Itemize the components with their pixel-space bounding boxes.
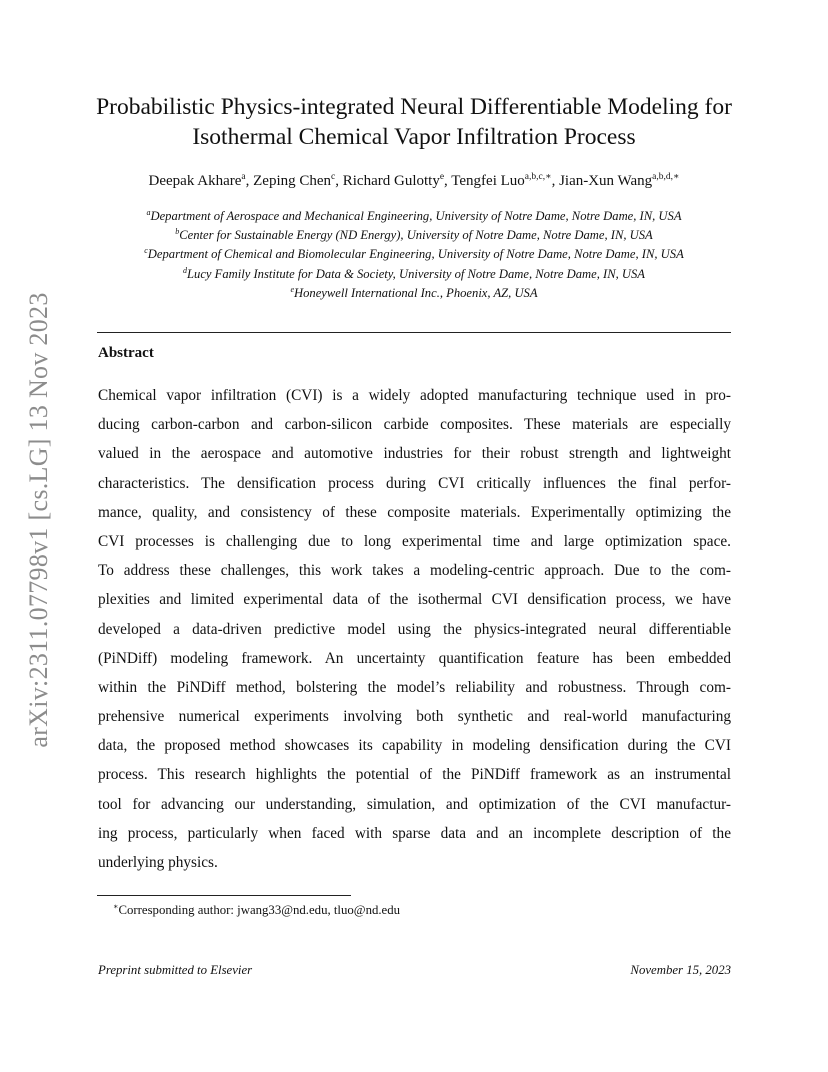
header-divider	[97, 332, 731, 333]
affiliation: $^e$Honeywell International Inc., Phoenix, AZ, USA	[290, 284, 538, 300]
abstract-line: underlying physics.	[98, 854, 218, 871]
author-affiliation-mark: a,b,c,∗	[524, 172, 552, 182]
author-name: Tengfei Luo	[451, 173, 525, 189]
abstract-line: Chemical vapor infiltration (CVI) is a widely adopted manufacturing technique used in pro-	[98, 387, 731, 404]
paper-title	[80, 92, 748, 152]
abstract-line: tool for advancing our understanding, simulation, and optimization of the CVI manufactur-	[98, 795, 731, 813]
abstract-line: developed a data-driven predictive model using the physics-integrated neural differentiable	[98, 620, 731, 638]
author-name: Jian-Xun Wang	[559, 173, 653, 189]
abstract-line: data, the proposed method showcases its capability in modeling densification during the CVI	[98, 737, 731, 755]
corresponding-author-footnote: ∗Corresponding author: jwang33@nd.edu, tluo@nd.edu	[113, 902, 401, 917]
abstract-line: mance, quality, and consistency of these composite materials. Experimentally optimizing the	[98, 503, 731, 521]
abstract-heading: Abstract	[98, 345, 154, 361]
author-affiliation-mark: a,b,d,∗	[652, 172, 680, 182]
author-affiliation-mark: a	[241, 172, 246, 182]
author-name: Richard Gulotty	[342, 173, 440, 189]
arxiv-identifier-stamp: arXiv:2311.07798v1 [cs.LG] 13 Nov 2023	[24, 292, 53, 748]
author-name: Deepak Akhare	[148, 173, 242, 189]
abstract-body	[98, 381, 731, 877]
abstract-line: ducing carbon-carbon and carbon-silicon carbide composites. These materials are especially	[98, 416, 731, 434]
submission-date: November 15, 2023	[630, 963, 731, 977]
title-line-2: Isothermal Chemical Vapor Infiltration Process	[192, 124, 636, 150]
title-line-1: Probabilistic Physics-integrated Neural Differentiable Modeling for	[96, 94, 732, 120]
affiliation: $^d$Lucy Family Institute for Data & Society, University of Notre Dame, Notre Dame, IN, USA	[183, 265, 645, 281]
affiliation: $^c$Department of Chemical and Biomolecular Engineering, University of Notre Dame, Notre Dame, IN, USA	[144, 246, 684, 262]
abstract-line: characteristics. The densification process during CVI critically influences the final perfor-	[98, 474, 731, 492]
preprint-note: Preprint submitted to Elsevier	[98, 963, 253, 977]
author-list: Deepak Akhare$^a$, Zeping Chen$^c$, Richard Gulotty$^e$, Tengfei Luo$^{a,b,c,∗}$, Jian-Xun Wang$^{a,b,d,∗}$	[148, 172, 680, 189]
author-affiliation-mark: e	[439, 172, 445, 182]
abstract-line: prehensive numerical experiments involving both synthetic and real-world manufacturing	[98, 708, 731, 726]
abstract-line: To address these challenges, this work takes a modeling-centric approach. Due to the com-	[98, 562, 731, 580]
affiliation: $^b$Center for Sustainable Energy (ND Energy), University of Notre Dame, Notre Dame, IN, USA	[175, 227, 653, 243]
affiliation: $^a$Department of Aerospace and Mechanical Engineering, University of Notre Dame, Notre Dame, IN, USA	[146, 208, 682, 223]
author-name: Zeping Chen	[253, 173, 332, 189]
abstract-line: (PiNDiff) modeling framework. An uncertainty quantification feature has been embedded	[98, 649, 731, 667]
abstract-line: ing process, particularly when faced with sparse data and an incomplete description of the	[98, 824, 731, 842]
author-affiliation-mark: c	[331, 172, 336, 182]
abstract-line: plexities and limited experimental data of the isothermal CVI densification process, we have	[98, 591, 731, 609]
abstract-line: valued in the aerospace and automotive industries for their robust strength and lightweight	[98, 445, 731, 463]
abstract-line: process. This research highlights the potential of the PiNDiff framework as an instrumental	[98, 766, 731, 784]
abstract-line: CVI processes is challenging due to long experimental time and large optimization space.	[98, 532, 731, 550]
footnote-divider	[97, 895, 351, 896]
affiliation-list	[60, 205, 768, 301]
abstract-line: within the PiNDiff method, bolstering the model’s reliability and robustness. Through com-	[98, 678, 731, 696]
